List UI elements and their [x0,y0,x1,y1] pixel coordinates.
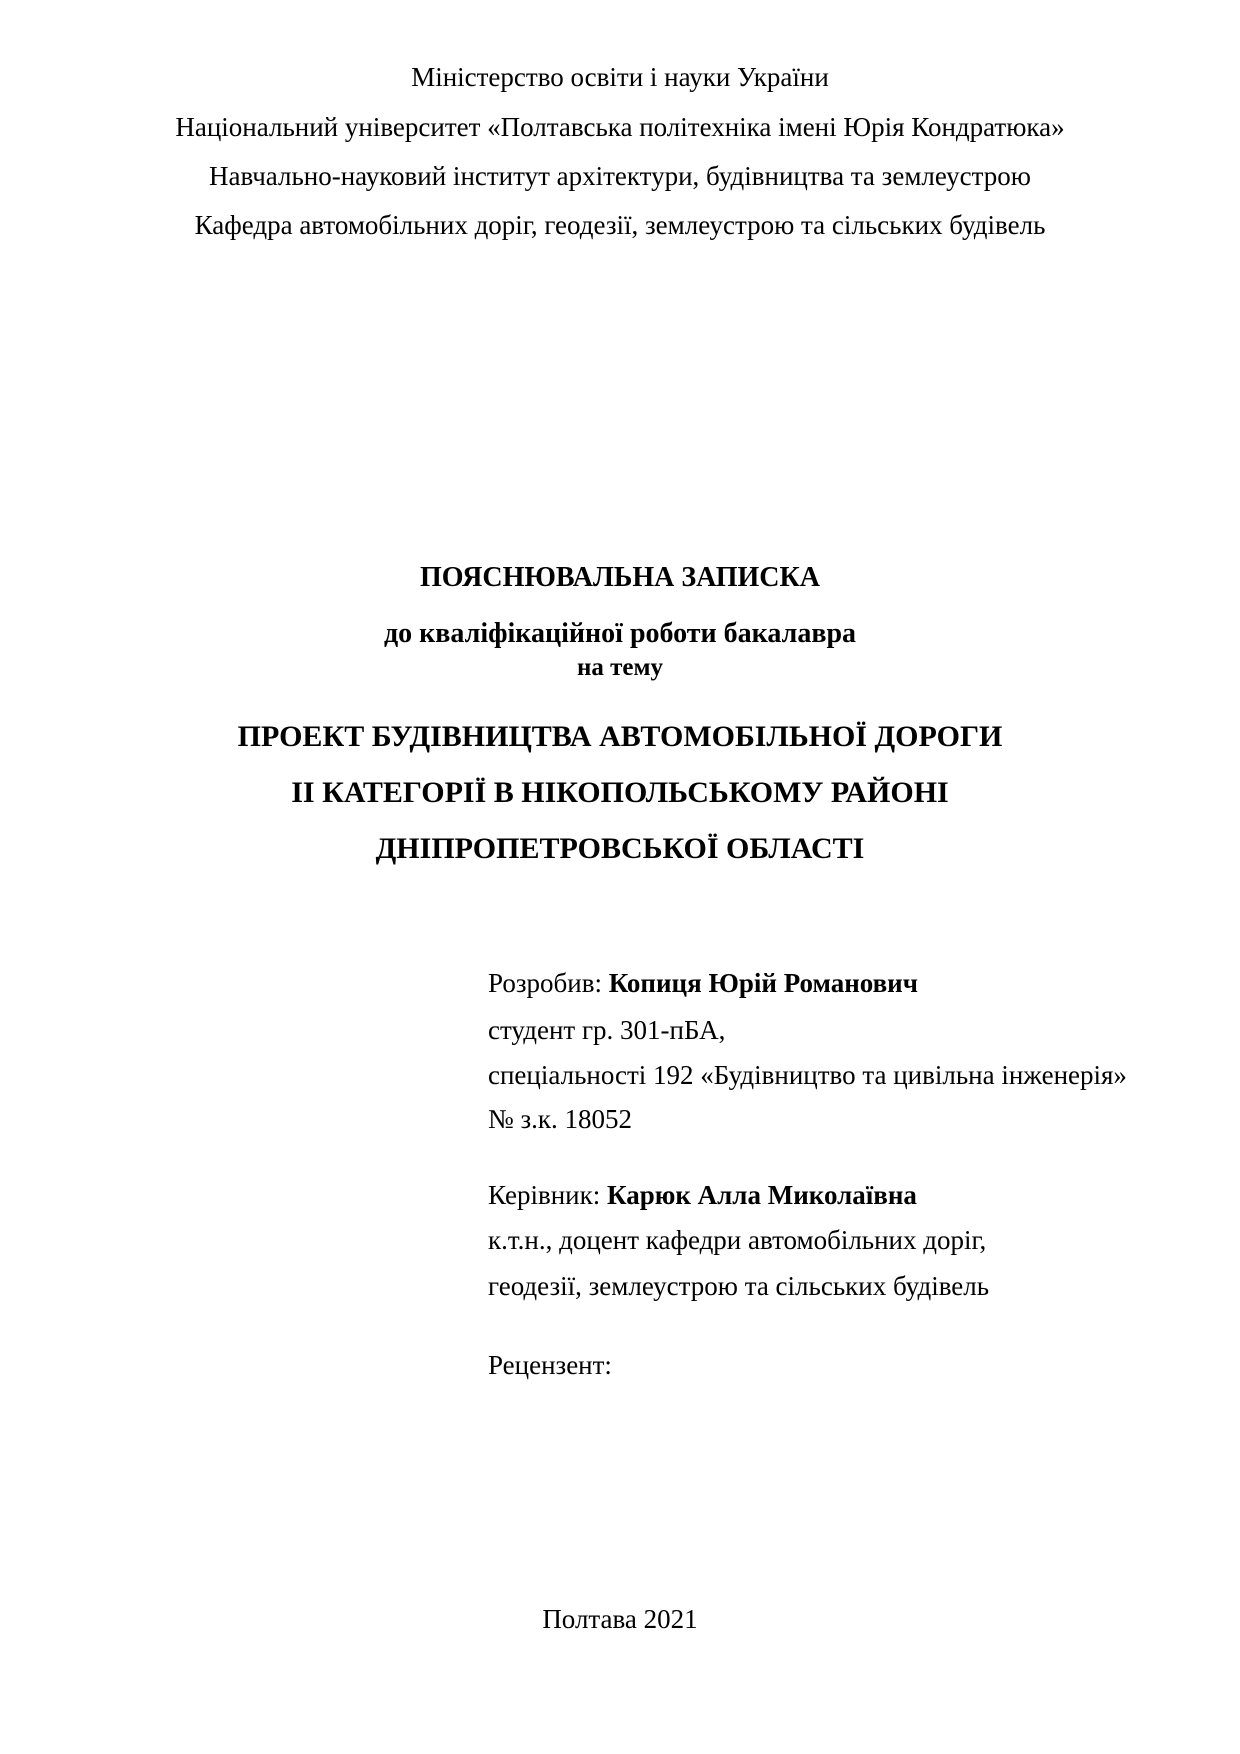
reviewer-label: Рецензент: [488,1350,612,1380]
university-line: Національний університет «Полтавська політехніка імені Юрія Кондратюка» [175,112,1065,142]
supervisor-name: Карюк Алла Миколаївна [606,1180,917,1210]
document-type: ПОЯСНЮВАЛЬНА ЗАПИСКА [419,562,821,593]
institute-line: Навчально-науковий інститут архітектури, будівництва та землеустрою [209,161,1031,191]
city-year: Полтава 2021 [542,1604,698,1634]
author-record-book: № з.к. 18052 [488,1104,633,1134]
author-name: Копиця Юрій Романович [608,968,918,998]
supervisor-position-1: к.т.н., доцент кафедри автомобільних доріг, [488,1225,987,1255]
supervisor-label: Керівник: [488,1180,607,1210]
document-purpose: до кваліфікаційної роботи бакалавра [383,618,857,649]
supervisor-line [488,1182,917,1209]
author-label: Розробив: [488,968,609,998]
title-line-1: ПРОЕКТ БУДІВНИЦТВА АВТОМОБІЛЬНОЇ ДОРОГИ [237,720,1003,753]
supervisor-position-2: геодезії, землеустрою та сільських будівель [488,1271,990,1301]
topic-intro: на тему [576,654,664,681]
author-line [488,970,918,997]
author-specialty: спеціальності 192 «Будівництво та цивільна інженерія» [488,1060,1127,1090]
title-line-2: ІІ КАТЕГОРІЇ В НІКОПОЛЬСЬКОМУ РАЙОНІ [291,776,949,809]
department-line: Кафедра автомобільних доріг, геодезії, землеустрою та сільських будівель [194,210,1046,240]
title-line-3: ДНІПРОПЕТРОВСЬКОЇ ОБЛАСТІ [375,832,865,865]
ministry-line: Міністерство освіти і науки України [411,62,829,92]
author-group: студент гр. 301-пБА, [488,1015,726,1045]
